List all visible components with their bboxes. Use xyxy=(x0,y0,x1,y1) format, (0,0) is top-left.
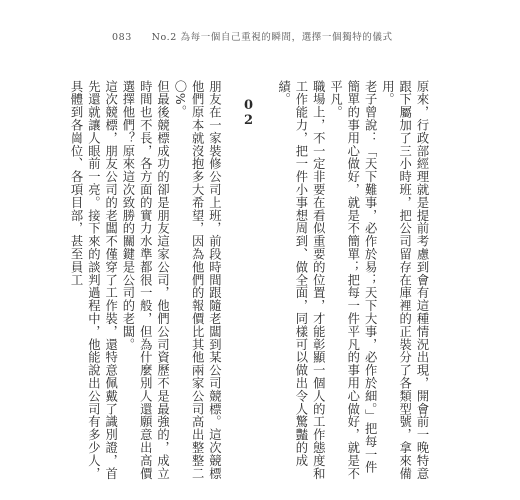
section-number: 02 xyxy=(241,98,257,128)
running-title: No.2 為每一個自己重視的瞬間，選擇一個獨特的儀式 xyxy=(151,32,393,43)
running-header xyxy=(112,29,393,43)
paragraph: 原來，行政部經理就是提前考慮到會有這種情況出現，開會前一晚特意跟下屬加了三小時班，把公司留存在庫裡的正裝分了各類型號，拿來備用。 xyxy=(380,80,429,480)
body-text xyxy=(69,80,430,484)
paragraph: 老子曾說：「天下難事，必作於易；天下大事，必作於細。」把每一件簡單的事用心做好，就是不簡單；把每一件平凡的事用心做好，就是不平凡。 xyxy=(328,80,378,480)
paragraph: 朋友在一家裝修公司上班，前段時間跟隨老闆到某公司競標。這次競標他們原本就沒抱多大希望，因為他們的報價比其他兩家公司高出整整二〇%。 xyxy=(172,80,222,480)
spacer xyxy=(257,80,274,484)
paragraph: 職場上，不一定非要在看似重要的位置，才能彰顯一個人的工作態度和工作能力，把一件小事想周到、做全面，同樣可以做出令人驚豔的成績。 xyxy=(276,80,326,480)
page-number: 083 xyxy=(112,32,132,43)
spacer xyxy=(222,80,239,484)
paragraph: 這次競標，朋友公司的老闆不僅穿了工作裝，還特意佩戴了識別證，首先還就讓人眼前一亮。接下來的談判過程中，他能說出公司有多少人，具體到各崗位、各項目部，甚至員工 xyxy=(69,80,118,480)
paragraph: 但最後競標成功的卻是朋友這家公司，他們公司資歷不是最強的，成立時間也不長，各方面的實力水準都很一般，但為什麼別人還願意出高價選擇他們？原來這次致勝的關鍵是公司的老闆。 xyxy=(120,80,170,480)
